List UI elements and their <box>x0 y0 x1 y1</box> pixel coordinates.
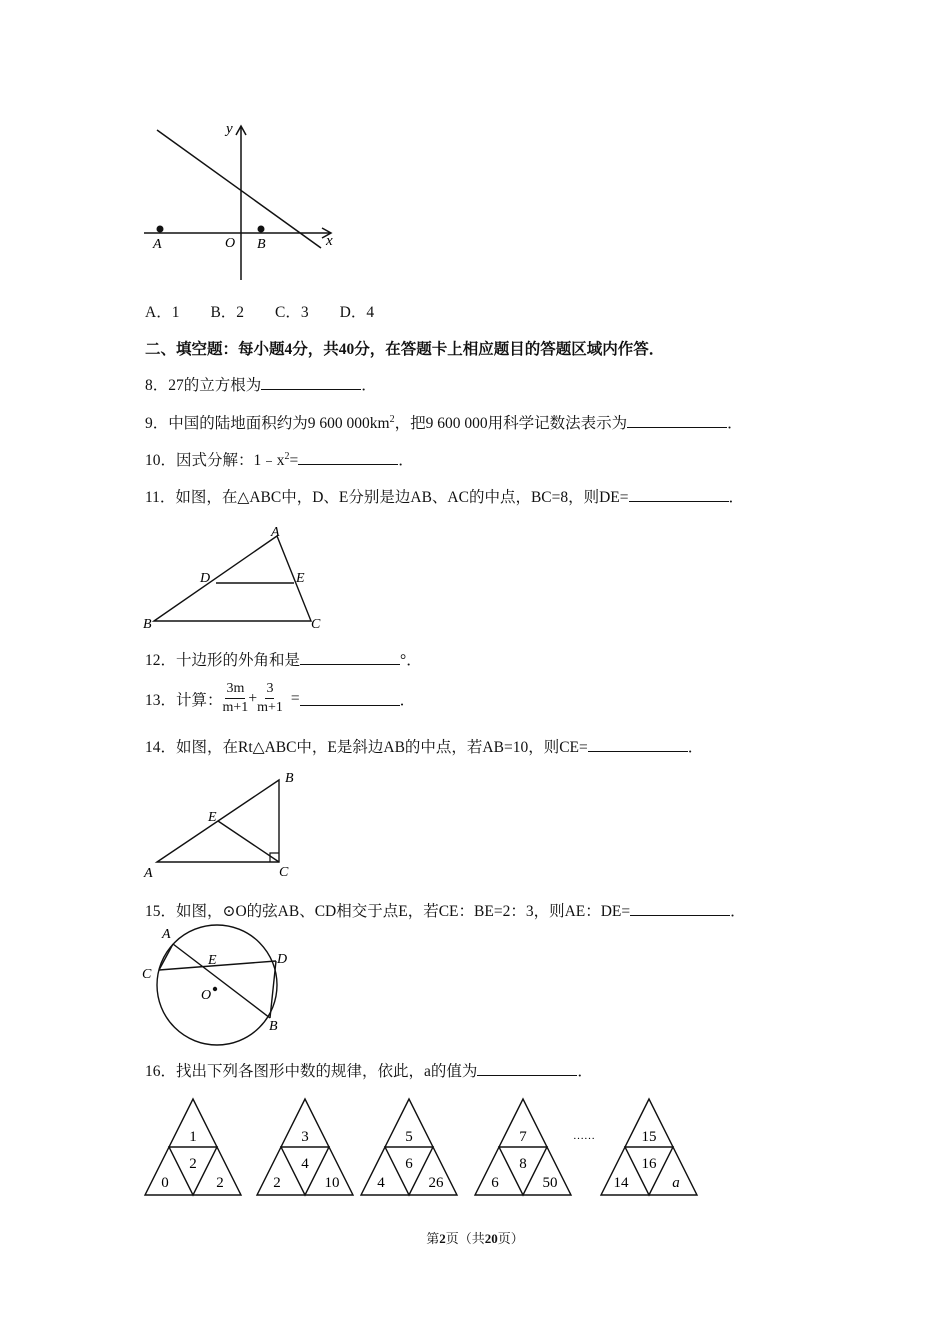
q11-end: ． <box>728 489 745 506</box>
q13-fraction-1 <box>223 680 249 717</box>
triangle-2-mid-value: 4 <box>301 1156 309 1172</box>
footer-total-pages: 20 <box>484 1231 498 1246</box>
footer-text-b: 页（共 <box>445 1231 485 1246</box>
page-footer <box>0 1228 950 1247</box>
question-9 <box>145 411 743 433</box>
q15-label-d: D <box>277 952 288 967</box>
q13-equals: = <box>290 689 300 707</box>
q14-label-c: C <box>279 865 289 880</box>
q14-text: 14．如图，在Rt△ABC中，E是斜边AB的中点，若AB=10，则CE= <box>145 739 588 756</box>
q14-right-triangle-figure <box>140 765 310 883</box>
q14-end: ． <box>687 739 704 756</box>
q10-end: ． <box>398 452 414 469</box>
x-axis-label: x <box>326 233 333 249</box>
q7-options: A．1 B．2 C．3 D．4 <box>145 304 375 321</box>
pattern-triangle-5 <box>601 1099 697 1195</box>
q15-circle-figure <box>138 922 298 1050</box>
q16-text: 16．找出下列各图形中数的规律，依此，a的值为 <box>145 1063 478 1080</box>
q7-graph <box>140 115 340 285</box>
q13-fraction-2 <box>257 680 283 717</box>
chord-cd <box>159 961 276 970</box>
triangle-5-mid-value: 16 <box>641 1156 657 1172</box>
q9-text-b: ，把9 600 000用科学记数法表示为 <box>394 415 628 432</box>
question-10 <box>145 448 414 470</box>
q13-numerator-2: 3 <box>265 680 274 699</box>
q13-denominator-2: m+1 <box>257 700 283 715</box>
q13-answer-blank[interactable] <box>300 691 400 706</box>
triangle-1-mid-value: 2 <box>189 1156 197 1172</box>
q9-end: ． <box>727 415 743 432</box>
triangle-2-left-value: 2 <box>273 1175 281 1191</box>
q15-label-a: A <box>162 927 171 942</box>
q15-label-o: O <box>201 988 212 1003</box>
question-8 <box>145 373 377 395</box>
point-b-dot <box>258 226 265 233</box>
q9-text-a: 9．中国的陆地面积约为9 600 000km <box>145 415 390 432</box>
triangle-5-left-value: 14 <box>613 1175 629 1191</box>
q10-superscript: 2 <box>284 450 290 462</box>
question-15 <box>145 899 746 921</box>
q11-text: 11．如图，在△ABC中，D、E分别是边AB、AC的中点，BC=8，则DE= <box>145 489 629 506</box>
q16-answer-blank[interactable] <box>477 1061 577 1076</box>
question-14 <box>145 735 703 757</box>
triangle-2-top-value: 3 <box>301 1129 309 1145</box>
q13-end: ． <box>399 691 416 709</box>
question-11 <box>145 485 744 507</box>
triangle-1-top-value: 1 <box>189 1129 197 1145</box>
pattern-triangle-3 <box>361 1099 457 1195</box>
triangle-4-left-value: 6 <box>491 1175 499 1191</box>
origin-label: O <box>225 236 236 251</box>
q16-ellipsis: …… <box>573 1130 595 1142</box>
footer-text-c: 页） <box>497 1231 524 1246</box>
q10-text-a: 10．因式分解：1﹣x <box>145 452 285 469</box>
q14-label-e: E <box>208 810 217 825</box>
q13-prefix: 13．计算： <box>145 691 223 709</box>
triangle-5-top-value: 15 <box>641 1129 657 1145</box>
question-12 <box>145 648 422 670</box>
q11-label-b: B <box>143 617 152 632</box>
q14-label-b: B <box>285 771 294 786</box>
q9-superscript: 2 <box>389 413 395 425</box>
triangle-4-mid-value: 8 <box>519 1156 527 1172</box>
section2-heading: 二、填空题：每小题4分，共40分，在答题卡上相应题目的答题区域内作答． <box>145 341 665 358</box>
q13-plus: + <box>248 689 258 707</box>
point-a-label: A <box>153 237 162 252</box>
q11-answer-blank[interactable] <box>629 487 729 502</box>
q15-label-b: B <box>269 1019 278 1034</box>
question-13 <box>145 680 415 717</box>
q14-label-a: A <box>144 866 153 881</box>
q8-end: ． <box>361 377 377 394</box>
point-b-label: B <box>257 237 266 252</box>
q16-triangle-pattern <box>140 1095 705 1200</box>
q9-answer-blank[interactable] <box>627 413 727 428</box>
q11-triangle-figure <box>140 520 330 635</box>
q15-end: ． <box>730 903 746 920</box>
q14-answer-blank[interactable] <box>588 737 688 752</box>
triangle-1-right-value: 2 <box>216 1175 224 1191</box>
pattern-triangle-4 <box>475 1099 571 1195</box>
triangle-1-left-value: 0 <box>161 1175 169 1191</box>
q11-label-c: C <box>311 617 321 632</box>
triangle-5-right-value: a <box>672 1175 680 1191</box>
circle-o <box>157 925 277 1045</box>
q13-numerator-1: 3m <box>225 680 245 699</box>
q11-label-d: D <box>200 571 211 586</box>
triangle-3-top-value: 5 <box>405 1129 413 1145</box>
pattern-triangle-1 <box>145 1099 241 1195</box>
q11-label-e: E <box>296 571 305 586</box>
q15-label-e: E <box>208 953 217 968</box>
q10-text-b: = <box>289 452 299 469</box>
q8-text: 8．27的立方根为 <box>145 377 262 394</box>
q12-text: 12．十边形的外角和是 <box>145 652 301 669</box>
center-o-dot <box>213 987 217 991</box>
footer-page-number: 2 <box>439 1231 446 1246</box>
triangle-3-left-value: 4 <box>377 1175 385 1191</box>
question-16 <box>145 1059 593 1081</box>
pattern-triangle-2 <box>257 1099 353 1195</box>
q15-answer-blank[interactable] <box>630 901 730 916</box>
q15-label-c: C <box>142 967 152 982</box>
triangle-abc <box>154 536 311 621</box>
y-axis-label: y <box>226 121 233 137</box>
triangle-4-top-value: 7 <box>519 1129 527 1145</box>
chord-ab <box>173 944 270 1018</box>
linear-function-line <box>157 130 321 248</box>
segment-db <box>270 961 276 1018</box>
q12-answer-blank[interactable] <box>300 650 400 665</box>
q10-answer-blank[interactable] <box>298 450 398 465</box>
triangle-3-mid-value: 6 <box>405 1156 413 1172</box>
footer-text-a: 第 <box>426 1231 440 1246</box>
segment-ac <box>159 944 173 970</box>
q13-denominator-1: m+1 <box>222 700 249 715</box>
triangle-3-right-value: 26 <box>428 1175 444 1191</box>
q8-answer-blank[interactable] <box>261 375 361 390</box>
q12-end: °． <box>400 652 422 669</box>
triangle-2-right-value: 10 <box>324 1175 340 1191</box>
point-a-dot <box>157 226 164 233</box>
q15-text: 15．如图，⊙O的弦AB、CD相交于点E，若CE：BE=2：3，则AE：DE= <box>145 903 631 920</box>
q11-label-a: A <box>271 525 280 540</box>
q16-end: ． <box>577 1063 593 1080</box>
triangle-4-right-value: 50 <box>542 1175 558 1191</box>
